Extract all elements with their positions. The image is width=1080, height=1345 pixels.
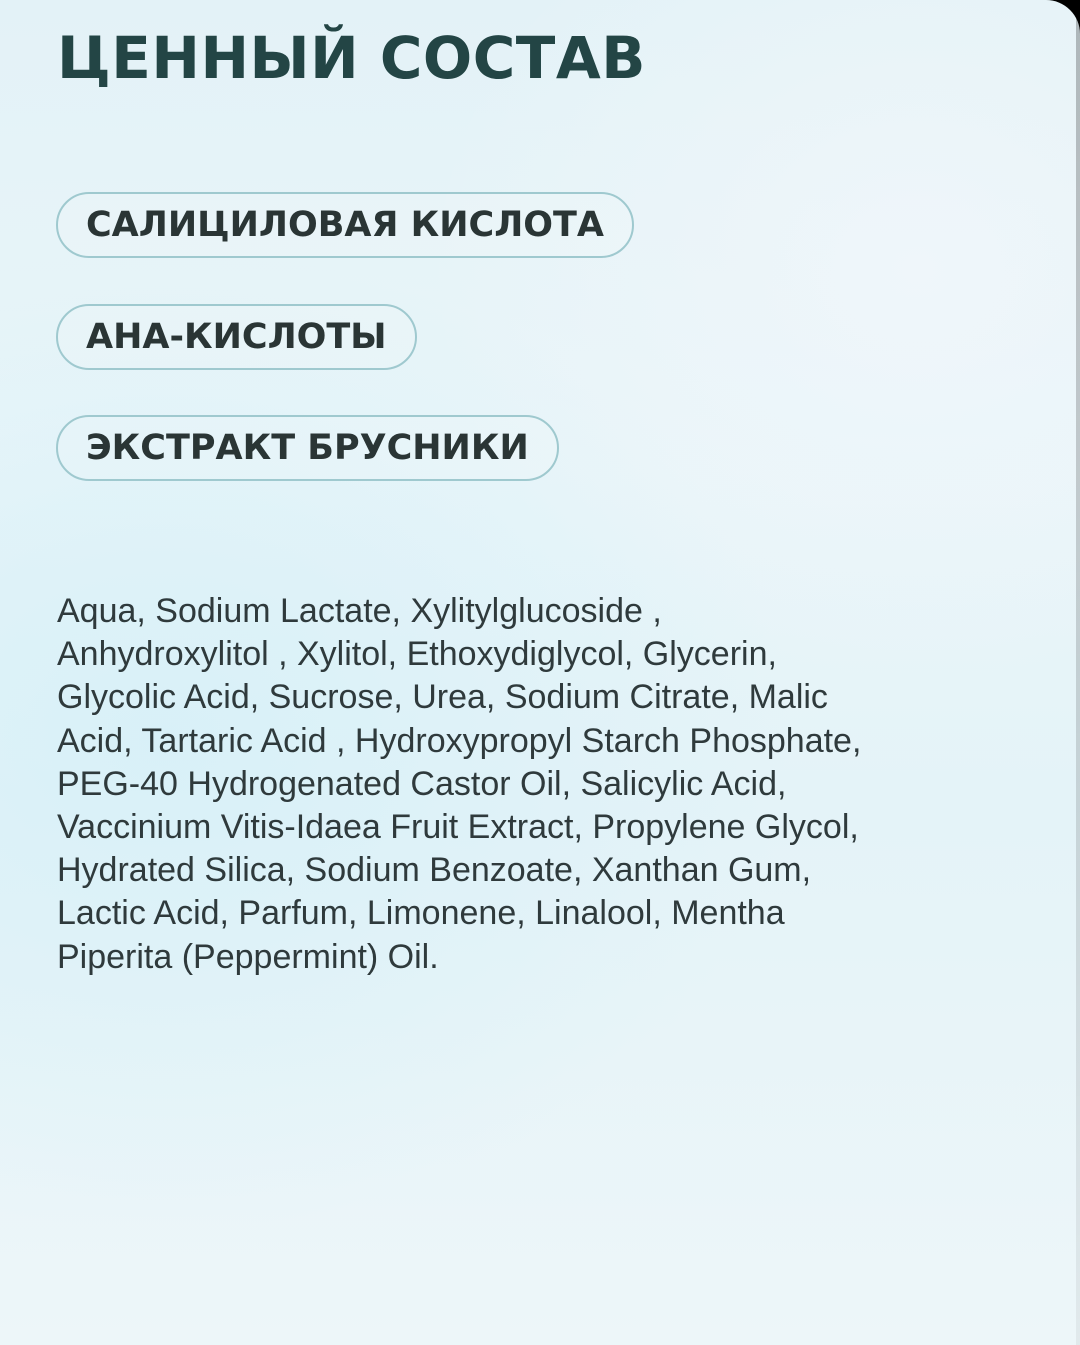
ingredients-list: Aqua, Sodium Lactate, Xylitylglucoside , Anhydroxylitol , Xylitol, Ethoxydiglycol, Glycerin, Glycolic Acid, Sucrose, Urea, Sodium Citrate, Malic Acid, Tartaric Acid , Hydroxypropyl Starch Phosphate, PEG-40 Hydrogenated Castor Oil, Salicylic Acid, Vaccinium Vitis-Idaea Fruit Extract, Propylene Glycol, Hydrated Silica, Sodium Benzoate, Xanthan Gum, Lactic Acid, Parfum, Limonene, Linalool, Mentha Piperita (Peppermint) Oil. xyxy=(57,592,862,976)
highlight-salicylic-acid: САЛИЦИЛОВАЯ КИСЛОТА xyxy=(56,192,634,258)
highlight-aha-acids: АНА-КИСЛОТЫ xyxy=(56,304,417,370)
card-edge xyxy=(1076,0,1080,1345)
highlight-lingonberry-extract: ЭКСТРАКТ БРУСНИКИ xyxy=(56,415,559,481)
page-title: ЦЕННЫЙ СОСТАВ xyxy=(57,24,646,92)
